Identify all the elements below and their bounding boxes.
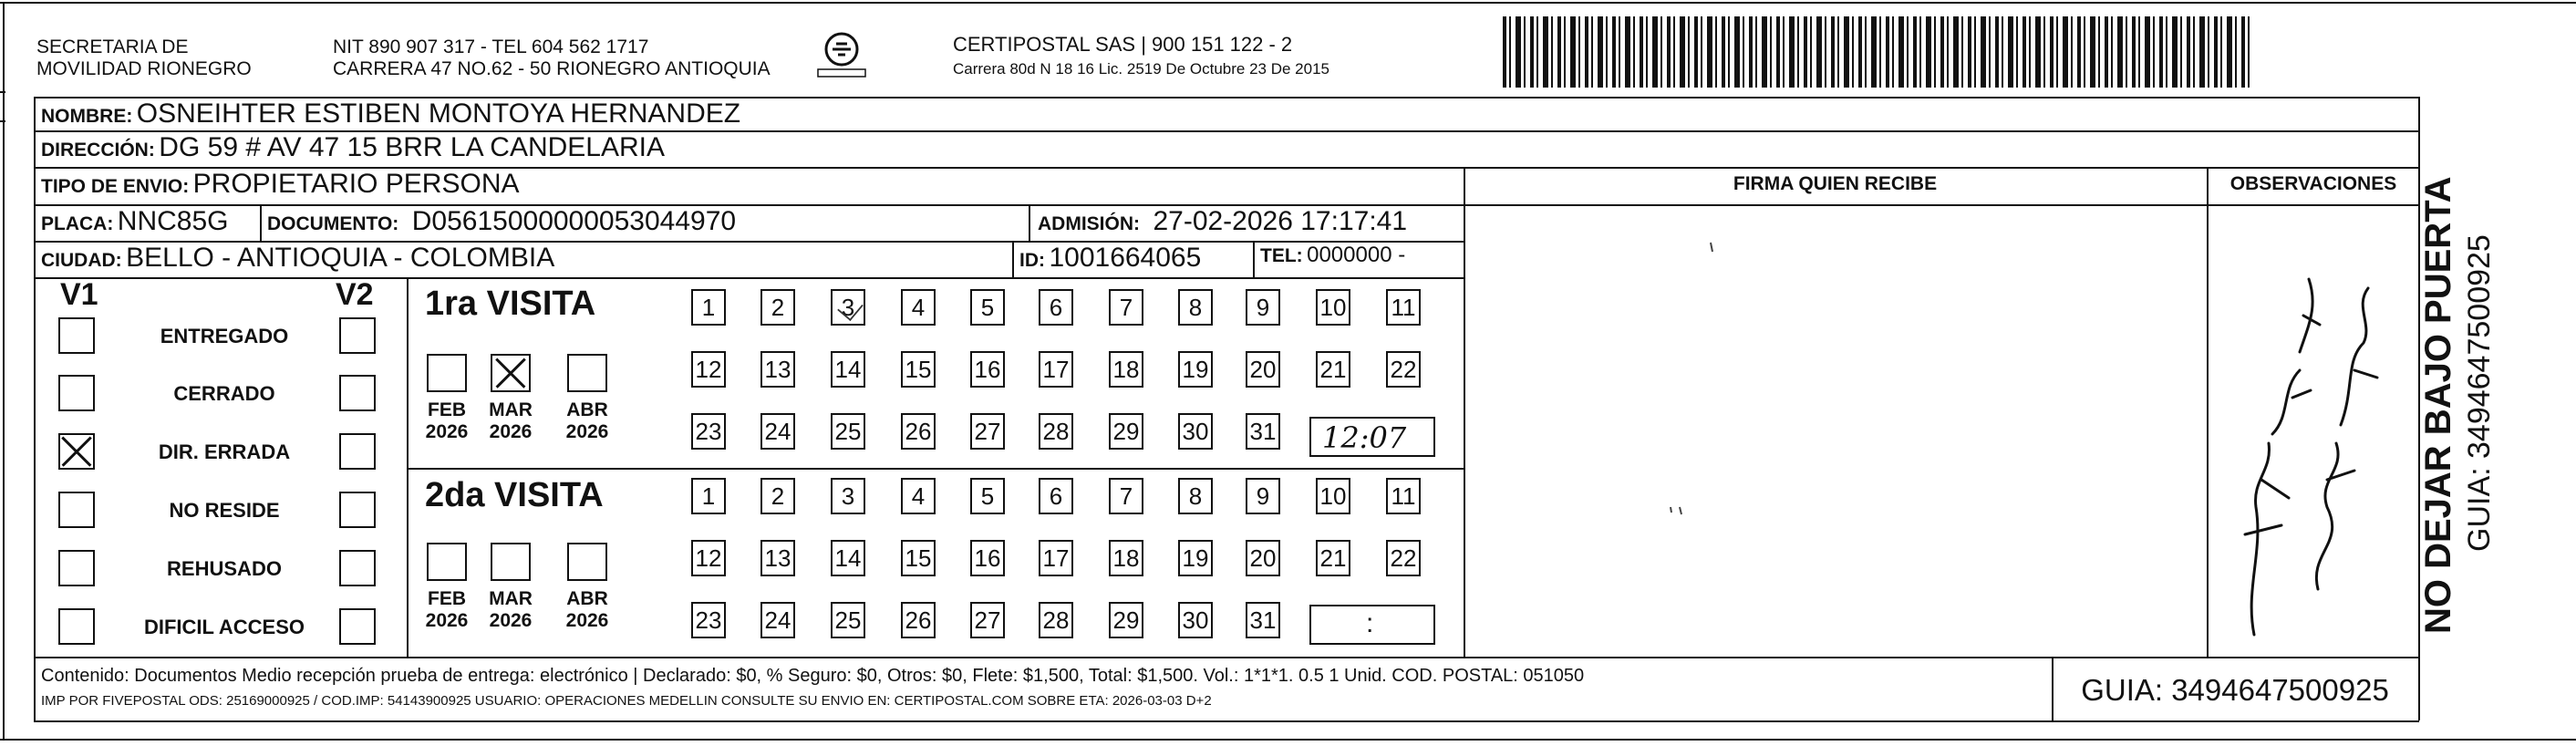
visit2-day-box[interactable]: 8 <box>1178 478 1213 514</box>
grid-status-right <box>407 277 409 657</box>
status-label: DIFICIL ACCESO <box>143 616 305 638</box>
visit2-day-box[interactable]: 14 <box>831 540 865 576</box>
visit2-month-checkbox[interactable] <box>567 543 607 581</box>
visit1-day-box[interactable]: 22 <box>1386 351 1421 388</box>
visit1-month-group <box>483 399 538 443</box>
visit1-year-label: 2026 <box>425 421 469 442</box>
visit1-time-box[interactable] <box>1309 417 1435 457</box>
v1-header: V1 <box>60 277 98 312</box>
visit2-day-box[interactable]: 26 <box>901 602 936 638</box>
admission-label: ADMISIÓN: <box>1038 213 1140 234</box>
visit2-day-box[interactable]: 1 <box>691 478 726 514</box>
visit2-day-box[interactable]: 17 <box>1039 540 1073 576</box>
grid-left <box>34 97 36 720</box>
visit2-month-checkbox[interactable] <box>491 543 531 581</box>
plate-row <box>41 206 228 237</box>
issuer-block <box>36 36 252 80</box>
contact-block <box>333 36 771 80</box>
v1-checkbox[interactable] <box>58 433 95 470</box>
doc-label: DOCUMENTO: <box>267 213 399 234</box>
address-label: DIRECCIÓN: <box>41 140 155 161</box>
barcode <box>1503 16 2250 88</box>
visit2-day-box[interactable]: 15 <box>901 540 936 576</box>
visit1-day-box[interactable]: 23 <box>691 413 726 450</box>
shipment-type: PROPIETARIO PERSONA <box>192 169 520 199</box>
visit2-month-group <box>483 588 538 632</box>
v1-checkbox[interactable] <box>58 317 95 354</box>
visit1-day-box[interactable]: 25 <box>831 413 865 450</box>
courier-line1: CERTIPOSTAL SAS | 900 151 122 - 2 <box>953 33 1293 56</box>
visit1-month-group <box>560 399 615 443</box>
left-edge-mark-2 <box>0 120 5 122</box>
visit2-day-box[interactable]: 29 <box>1109 602 1143 638</box>
visit2-day-box[interactable]: 28 <box>1039 602 1073 638</box>
visit2-month-group <box>560 588 615 632</box>
visit1-day-box[interactable]: 30 <box>1178 413 1213 450</box>
visit2-year-label: 2026 <box>489 610 533 631</box>
observations-handwriting <box>2209 206 2416 655</box>
visit1-month-checkbox[interactable] <box>567 354 607 392</box>
tel-row <box>1260 243 1405 268</box>
v1-checkbox[interactable] <box>58 550 95 586</box>
status-label: REHUSADO <box>167 557 282 580</box>
visit2-time: : <box>1366 608 1374 638</box>
city-value: BELLO - ANTIOQUIA - COLOMBIA <box>126 243 555 273</box>
contact-line2: CARRERA 47 NO.62 - 50 RIONEGRO ANTIOQUIA <box>333 58 771 79</box>
visit1-month-checkbox[interactable] <box>491 354 531 392</box>
visit1-day-box[interactable]: 12 <box>691 351 726 388</box>
name-label: NOMBRE: <box>41 106 133 127</box>
visit1-day-box[interactable]: 26 <box>901 413 936 450</box>
visit2-day-box[interactable]: 25 <box>831 602 865 638</box>
visit2-day-box[interactable]: 19 <box>1178 540 1213 576</box>
issuer-line2: MOVILIDAD RIONEGRO <box>36 58 252 79</box>
visit2-day-box[interactable]: 20 <box>1246 540 1280 576</box>
courier-line2: Carrera 80d N 18 16 Lic. 2519 De Octubre 23 De 2015 <box>953 60 1329 78</box>
visit2-month-checkbox[interactable] <box>427 543 467 581</box>
grid-doc-left <box>260 204 262 241</box>
visit1-day-box[interactable]: 17 <box>1039 351 1073 388</box>
v2-checkbox[interactable] <box>339 375 376 411</box>
visit2-day-box[interactable]: 10 <box>1316 478 1350 514</box>
top-border <box>0 2 2576 4</box>
status-label: NO RESIDE <box>169 499 280 522</box>
v2-checkbox[interactable] <box>339 492 376 528</box>
visit1-day-box[interactable]: 15 <box>901 351 936 388</box>
city-label: CIUDAD: <box>41 250 122 271</box>
tel-value: 0000000 - <box>1307 243 1406 267</box>
left-border <box>3 2 5 739</box>
side-title: NO DEJAR BAJO PUERTA <box>2418 176 2458 634</box>
tel-label: TEL: <box>1260 245 1303 266</box>
visit2-title: 2da VISITA <box>425 476 604 514</box>
signature-area <box>1464 206 2205 655</box>
visit2-month-label: MAR <box>489 588 533 609</box>
recipient-name: OSNEIHTER ESTIBEN MONTOYA HERNANDEZ <box>136 98 741 129</box>
visit2-day-box[interactable]: 4 <box>901 478 936 514</box>
v1-checkbox[interactable] <box>58 608 95 645</box>
name-row <box>41 98 740 130</box>
doc-value: D05615000000053044970 <box>411 206 737 236</box>
visit1-day-box[interactable]: 27 <box>970 413 1005 450</box>
v2-checkbox[interactable] <box>339 433 376 470</box>
visit2-day-box[interactable]: 13 <box>760 540 795 576</box>
visit2-day-box[interactable]: 22 <box>1386 540 1421 576</box>
status-label: ENTREGADO <box>160 325 289 347</box>
visit2-day-box[interactable]: 6 <box>1039 478 1073 514</box>
visit2-day-box[interactable]: 12 <box>691 540 726 576</box>
visit2-day-box[interactable]: 30 <box>1178 602 1213 638</box>
status-label: DIR. ERRADA <box>158 440 291 463</box>
certipostal-logo-icon <box>814 29 869 80</box>
v1-checkbox[interactable] <box>58 492 95 528</box>
visit2-year-label: 2026 <box>565 610 609 631</box>
footer-imp: IMP POR FIVEPOSTAL ODS: 25169000925 / COD.IMP: 54143900925 USUARIO: OPERACIONES MEDELLIN CONSULTE SU ENVIO EN: CERTIPOSTAL.COM SOBRE ETA: 2026-03-03 D+2 <box>41 693 1212 709</box>
visit1-day-box[interactable]: 1 <box>691 289 726 326</box>
visit1-month-label: ABR <box>566 399 608 420</box>
contact-line1: NIT 890 907 317 - TEL 604 562 1717 <box>333 36 649 57</box>
grid-admission-left <box>1029 204 1030 241</box>
visit1-day-box[interactable]: 18 <box>1109 351 1143 388</box>
visit2-day-box[interactable]: 16 <box>970 540 1005 576</box>
visit2-day-box[interactable]: 18 <box>1109 540 1143 576</box>
visit1-day-box[interactable]: 5 <box>970 289 1005 326</box>
visit1-day-box[interactable]: 29 <box>1109 413 1143 450</box>
visit2-day-box[interactable]: 21 <box>1316 540 1350 576</box>
v2-checkbox[interactable] <box>339 608 376 645</box>
issuer-line1: SECRETARIA DE <box>36 36 189 57</box>
visit1-day-box[interactable]: 13 <box>760 351 795 388</box>
left-edge-mark <box>0 91 5 93</box>
side-guia: GUIA: 3494647500925 <box>2462 234 2497 552</box>
v2-checkbox[interactable] <box>339 317 376 354</box>
visit2-day-box[interactable]: 5 <box>970 478 1005 514</box>
courier-block <box>953 33 1329 78</box>
visit1-day-box[interactable]: 2 <box>760 289 795 326</box>
visit1-day-box[interactable]: 8 <box>1178 289 1213 326</box>
visit1-day-box[interactable]: 9 <box>1246 289 1280 326</box>
visit1-year-label: 2026 <box>565 421 609 442</box>
visit2-day-box[interactable]: 9 <box>1246 478 1280 514</box>
plate-value: NNC85G <box>117 206 229 236</box>
v2-checkbox[interactable] <box>339 550 376 586</box>
visit2-month-label: ABR <box>566 588 608 609</box>
visit1-day-box[interactable]: 24 <box>760 413 795 450</box>
visit1-day-box[interactable]: 31 <box>1246 413 1280 450</box>
footer-guia: GUIA: 3494647500925 <box>2081 673 2389 707</box>
grid-h8 <box>34 720 2419 722</box>
doc-row <box>267 206 736 237</box>
observations-header: OBSERVACIONES <box>2229 173 2397 194</box>
type-label: TIPO DE ENVIO: <box>41 176 190 197</box>
visit1-month-group <box>419 399 474 443</box>
visit1-day-box[interactable]: 14 <box>831 351 865 388</box>
visit1-day-box[interactable]: 28 <box>1039 413 1073 450</box>
visit2-month-group <box>419 588 474 632</box>
visit1-day-box[interactable]: 21 <box>1316 351 1350 388</box>
visit2-day-box[interactable]: 2 <box>760 478 795 514</box>
visit1-day-box[interactable]: 7 <box>1109 289 1143 326</box>
id-value: 1001664065 <box>1049 243 1202 273</box>
signature-header: FIRMA QUIEN RECIBE <box>1733 173 1938 194</box>
visit2-day-box[interactable]: 31 <box>1246 602 1280 638</box>
bottom-border <box>0 739 2576 741</box>
city-row <box>41 243 554 274</box>
visit1-month-label: MAR <box>489 399 533 420</box>
footer-contents: Contenido: Documentos Medio recepción prueba de entrega: electrónico | Declarado: $0, % Seguro: $0, Otros: $0, Flete: $1,500, Total: $1,500. Vol.: 1*1*1. 0.5 1 Unid. COD. POSTAL: 051050 <box>41 666 1585 686</box>
visit1-year-label: 2026 <box>489 421 533 442</box>
grid-h6 <box>34 277 1464 279</box>
admission-value: 27-02-2026 17:17:41 <box>1153 206 1408 236</box>
admission-row <box>1038 206 1407 237</box>
visit2-day-box[interactable]: 7 <box>1109 478 1143 514</box>
grid-id-left <box>1012 241 1014 277</box>
visit1-day-box[interactable]: 20 <box>1246 351 1280 388</box>
visit2-time-box[interactable] <box>1309 605 1435 645</box>
visit1-time: 12:07 <box>1322 420 1407 455</box>
visit1-day-box[interactable]: 19 <box>1178 351 1213 388</box>
recipient-address: DG 59 # AV 47 15 BRR LA CANDELARIA <box>159 132 666 162</box>
visit2-year-label: 2026 <box>425 610 469 631</box>
v1-checkbox[interactable] <box>58 375 95 411</box>
type-row <box>41 169 520 200</box>
grid-h7 <box>34 657 2419 658</box>
visit1-day-box[interactable]: 6 <box>1039 289 1073 326</box>
grid-tel-left <box>1253 241 1255 277</box>
visit2-day-box[interactable]: 11 <box>1386 478 1421 514</box>
visit2-day-box[interactable]: 3 <box>831 478 865 514</box>
visit1-day-box[interactable]: 10 <box>1316 289 1350 326</box>
plate-label: PLACA: <box>41 213 114 234</box>
visit1-title: 1ra VISITA <box>425 285 596 323</box>
visit2-day-box[interactable]: 27 <box>970 602 1005 638</box>
id-label: ID: <box>1019 250 1045 271</box>
visit1-day-box[interactable]: 3 <box>831 289 865 326</box>
visit1-month-checkbox[interactable] <box>427 354 467 392</box>
visit1-month-label: FEB <box>428 399 466 420</box>
v2-header: V2 <box>336 277 374 312</box>
visit1-day-box[interactable]: 4 <box>901 289 936 326</box>
visit-divider <box>407 468 1464 470</box>
status-label: CERRADO <box>173 382 275 405</box>
visit2-day-box[interactable]: 24 <box>760 602 795 638</box>
visit2-day-box[interactable]: 23 <box>691 602 726 638</box>
visit1-day-box[interactable]: 11 <box>1386 289 1421 326</box>
visit2-month-label: FEB <box>428 588 466 609</box>
id-row <box>1019 243 1201 274</box>
visit1-day-box[interactable]: 16 <box>970 351 1005 388</box>
address-row <box>41 132 665 163</box>
